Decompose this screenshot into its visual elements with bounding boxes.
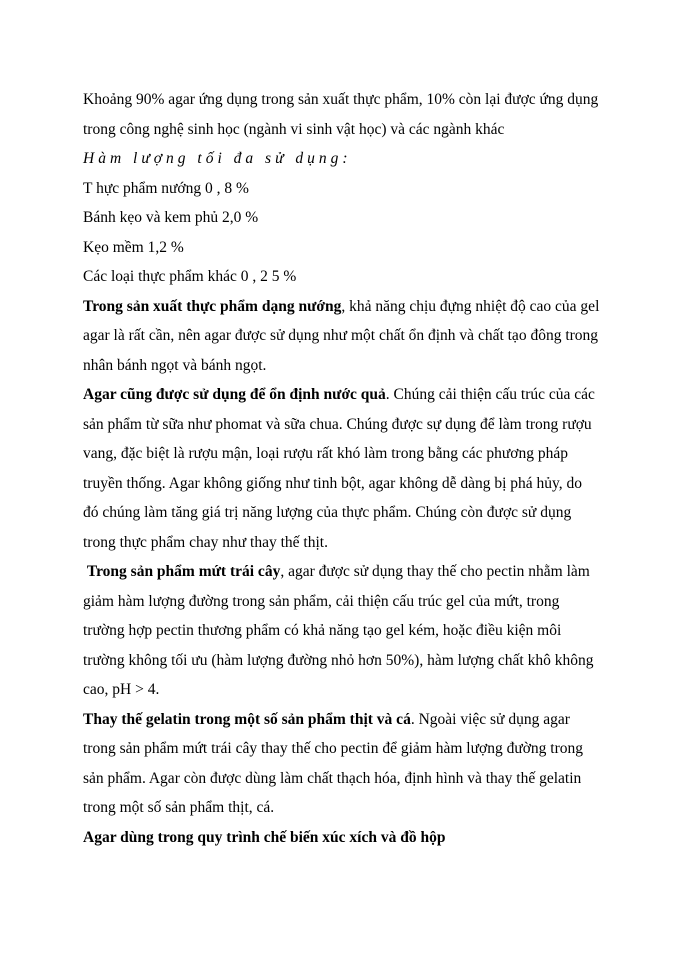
sec4-line-4: trong một số sản phẩm thịt, cá.	[83, 799, 275, 816]
sec2-heading: Agar cũng được sử dụng để ổn định nước quả	[83, 386, 386, 403]
dosage-item-soft-candy: Kẹo mềm 1,2 %	[83, 238, 184, 256]
sec4-line-1	[83, 705, 623, 735]
sec2-line-5: đó chúng làm tăng giá trị năng lượng của thực phẩm. Chúng còn được sử dụng	[83, 504, 572, 521]
sec2-line-1	[83, 380, 623, 410]
sec2-line-3: vang, đặc biệt là rượu mận, loại rượu rất khó làm trong bằng các phương pháp	[83, 445, 568, 462]
sec2-line-4: truyền thống. Agar không giống như tinh bột, agar không dễ dàng bị phá hủy, do	[83, 474, 583, 492]
sec3-heading: Trong sản phẩm mứt trái cây	[86, 563, 281, 580]
sec1-line-1	[83, 292, 623, 322]
dosage-item-confectionery: Bánh kẹo và kem phủ 2,0 %	[83, 209, 259, 226]
document-body	[83, 85, 623, 852]
sec4-line-3: sản phẩm. Agar còn được dùng làm chất thạch hóa, định hình và thay thế gelatin	[83, 769, 582, 787]
sec2-text-1: . Chúng cải thiện cấu trúc của các	[385, 386, 595, 403]
dosage-heading: Hàm lượng tối đa sử dụng:	[83, 150, 352, 167]
sec1-text-1: , khả năng chịu đựng nhiệt độ cao của gel	[341, 297, 600, 315]
sec3-line-3: trường hợp pectin thương phẩm có khả năng tạo gel kém, hoặc điều kiện môi	[83, 622, 562, 639]
sec1-line-3: nhân bánh ngọt và bánh ngọt.	[83, 356, 267, 374]
sec3-line-4: trường không tối ưu (hàm lượng đường nhỏ hơn 50%), hàm lượng chất khô không	[83, 651, 594, 669]
sec3-line-1	[83, 557, 623, 587]
sec3-line-2: giảm hàm lượng đường trong sản phẩm, cải thiện cấu trúc gel của mứt, trong	[83, 592, 560, 610]
dosage-item-other: Các loại thực phẩm khác 0 , 2 5 %	[83, 268, 297, 285]
sec2-line-2: sản phẩm từ sữa như phomat và sữa chua. Chúng được sự dụng để làm trong rượu	[83, 415, 592, 433]
sec1-heading: Trong sản xuất thực phẩm dạng nướng	[83, 297, 342, 315]
intro-line-1: Khoảng 90% agar ứng dụng trong sản xuất thực phẩm, 10% còn lại được ứng dụng	[83, 91, 599, 108]
sec3-line-5: cao, pH > 4.	[83, 681, 160, 698]
sec4-line-2: trong sản phẩm mứt trái cây thay thế cho pectin để giảm hàm lượng đường trong	[83, 740, 584, 757]
sec5-line-1	[83, 823, 623, 853]
sec5-heading: Agar dùng trong quy trình chế biến xúc xích và đồ hộp	[83, 828, 446, 846]
sec4-heading: Thay thế gelatin trong một số sản phẩm thịt và cá	[83, 710, 411, 728]
dosage-item-baked: T hực phẩm nướng 0 , 8 %	[83, 179, 249, 197]
sec4-text-1: . Ngoài việc sử dụng agar	[410, 710, 570, 728]
sec2-line-6: trong thực phẩm chay như thay thế thịt.	[83, 533, 328, 551]
sec3-text-1: , agar được sử dụng thay thế cho pectin nhằm làm	[280, 563, 590, 580]
intro-line-2: trong công nghệ sinh học (ngành vi sinh vật học) và các ngành khác	[83, 120, 505, 138]
sec1-line-2: agar là rất cần, nên agar được sử dụng như một chất ổn định và chất tạo đông trong	[83, 327, 599, 344]
